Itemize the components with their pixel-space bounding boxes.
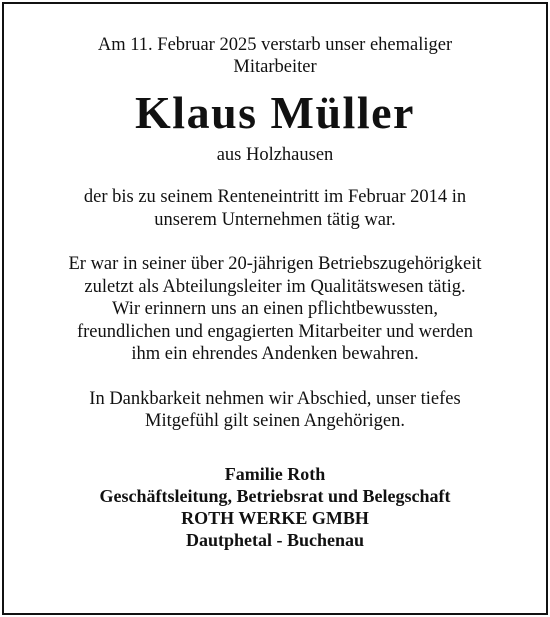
deceased-origin: aus Holzhausen: [216, 145, 334, 165]
paragraph-line: freundlichen und engagierten Mitarbeiter und werden: [76, 321, 474, 342]
paragraph-line: Er war in seiner über 20-jährigen Betriebszugehörigkeit: [68, 254, 482, 274]
tribute-paragraph: [4, 253, 546, 366]
intro-line: Mitarbeiter: [233, 57, 317, 77]
signature-block: [4, 463, 546, 551]
paragraph-line: unserem Unternehmen tätig war.: [154, 209, 396, 230]
signature-family: Familie Roth: [224, 463, 326, 484]
deceased-name: Klaus Müller: [135, 87, 415, 138]
paragraph-line: Mitgefühl gilt seinen Angehörigen.: [145, 411, 405, 431]
paragraph-line: zuletzt als Abteilungsleiter im Qualitätswesen tätig.: [84, 276, 466, 297]
intro-text: [4, 34, 546, 78]
obituary-notice-frame: [2, 2, 548, 615]
signature-location: Dautphetal - Buchenau: [185, 529, 365, 550]
paragraph-line: In Dankbarkeit nehmen wir Abschied, unser tiefes: [89, 388, 461, 409]
obituary-notice-content: [4, 34, 546, 551]
employment-paragraph: [4, 186, 546, 231]
signature-company: ROTH WERKE GMBH: [181, 507, 369, 528]
paragraph-line: ihm ein ehrendes Andenken bewahren.: [131, 344, 419, 364]
condolence-paragraph: [4, 388, 546, 433]
paragraph-line: Wir erinnern uns an einen pflichtbewussten,: [112, 299, 438, 319]
paragraph-line: der bis zu seinem Renteneintritt im Februar 2014 in: [83, 187, 467, 207]
signature-groups: Geschäftsleitung, Betriebsrat und Belegschaft: [99, 485, 451, 506]
intro-line: Am 11. Februar 2025 verstarb unser ehemaliger: [97, 35, 453, 55]
